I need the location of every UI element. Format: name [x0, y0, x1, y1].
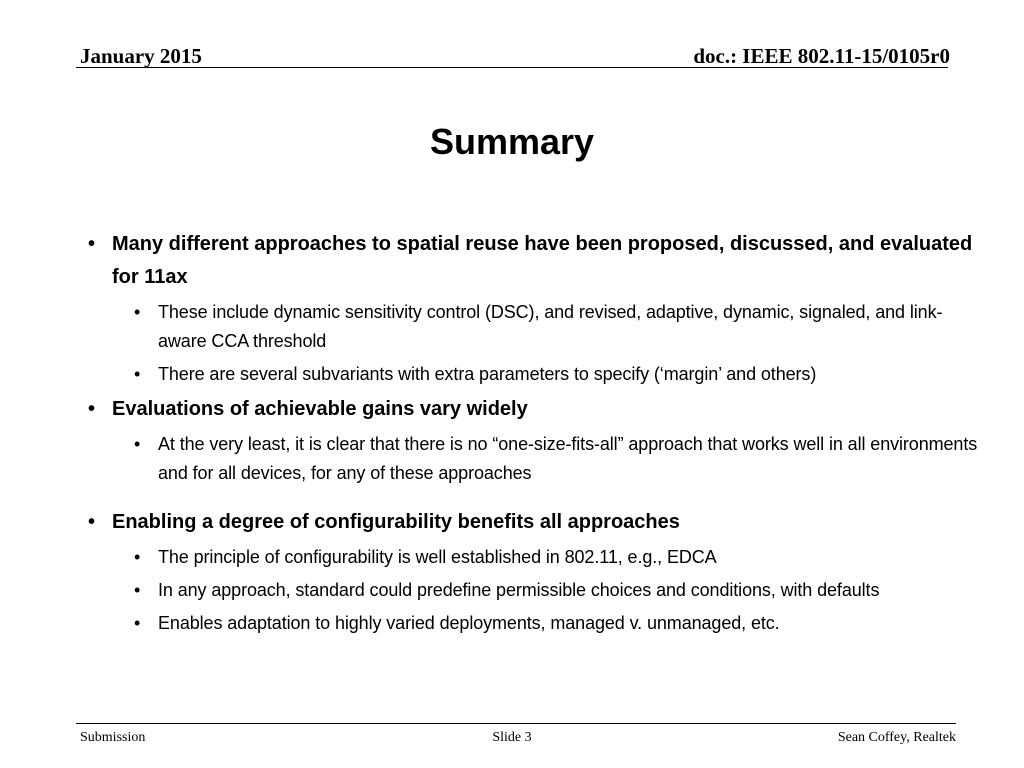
footer-author: Sean Coffey, Realtek: [837, 730, 956, 745]
footer-rule: [76, 723, 956, 724]
sub-bullet-adaptation: • Enables adaptation to highly varied deployments, managed v. unmanaged, etc.: [134, 609, 988, 638]
bullet-evaluations: • Evaluations of achievable gains vary widely: [88, 393, 988, 426]
sub-bullet-edca: • The principle of configurability is well established in 802.11, e.g., EDCA: [134, 543, 988, 572]
sub-bullet-subvariants: • There are several subvariants with extra parameters to specify (‘margin’ and others): [134, 360, 988, 389]
sub-bullet-predefine: • In any approach, standard could predefine permissible choices and conditions, with defaults: [134, 576, 988, 605]
footer-slide-number: Slide 3: [492, 730, 532, 745]
sub-bullet-dsc: • These include dynamic sensitivity control (DSC), and revised, adaptive, dynamic, signaled, and link-aware CCA threshold: [134, 298, 988, 356]
sub-bullet-no-one-size: • At the very least, it is clear that there is no “one-size-fits-all” approach that works well in all environments and for all devices, for any of these approaches: [134, 430, 988, 488]
header-rule: [76, 67, 948, 68]
header-date: January 2015: [80, 44, 202, 68]
bullet-approaches: • Many different approaches to spatial reuse have been proposed, discussed, and evaluated for 11ax: [88, 228, 988, 294]
slide-title: Summary: [429, 121, 595, 162]
footer-submission: Submission: [80, 730, 146, 745]
slide-content: [88, 228, 988, 638]
bullet-configurability: • Enabling a degree of configurability benefits all approaches: [88, 506, 988, 539]
header-doc-id: doc.: IEEE 802.11-15/0105r0: [693, 44, 950, 68]
